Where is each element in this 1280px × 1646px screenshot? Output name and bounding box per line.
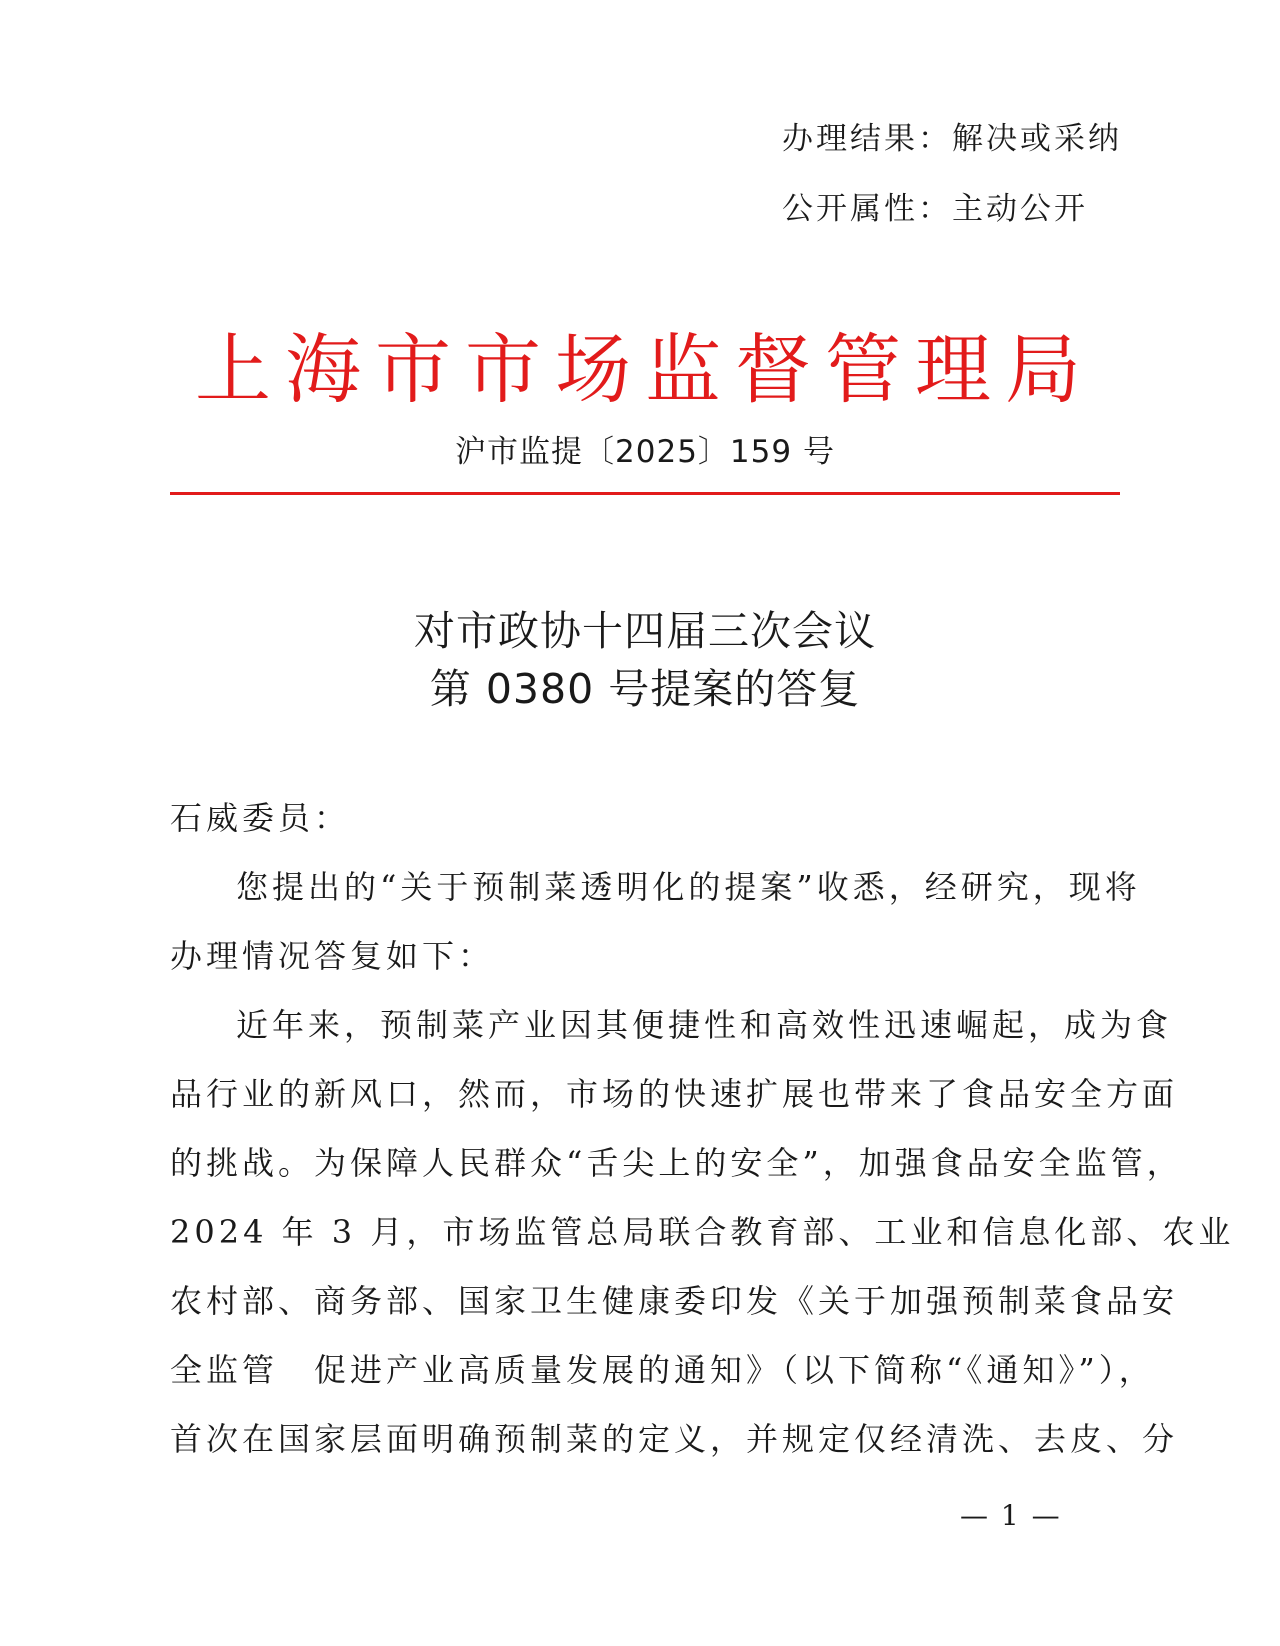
body-text [170, 784, 1235, 1474]
disclosure-attribute: 公开属性：主动公开 [782, 191, 1088, 227]
body-line: 农村部、商务部、国家卫生健康委印发《关于加强预制菜食品安 [170, 1282, 1179, 1320]
body-line: 办理情况答复如下： [170, 937, 495, 975]
salutation: 石威委员： [170, 799, 351, 837]
body-line: 您提出的“关于预制菜透明化的提案”收悉，经研究，现将 [236, 868, 1141, 906]
body-line: 全监管 促进产业高质量发展的通知》（以下简称“《通知》”）， [170, 1351, 1155, 1389]
body-line: 品行业的新风口，然而，市场的快速扩展也带来了食品安全方面 [170, 1075, 1179, 1113]
red-divider-line [170, 492, 1120, 495]
body-line: 首次在国家层面明确预制菜的定义，并规定仅经清洗、去皮、分 [170, 1420, 1179, 1458]
document-title [170, 602, 1120, 718]
document-number: 沪市监提〔2025〕159 号 [455, 434, 835, 470]
body-line: 2024 年 3 月，市场监管总局联合教育部、工业和信息化部、农业 [170, 1213, 1235, 1251]
page-number: — 1 — [960, 1499, 1062, 1532]
body-line: 的挑战。为保障人民群众“舌尖上的安全”，加强食品安全监管， [170, 1144, 1183, 1182]
handling-result: 办理结果：解决或采纳 [782, 121, 1122, 157]
body-line: 近年来，预制菜产业因其便捷性和高效性迅速崛起，成为食 [236, 1006, 1173, 1044]
issuing-organization: 上海市市场监督管理局 [195, 325, 1095, 414]
title-line-2: 第 0380 号提案的答复 [429, 665, 861, 713]
title-line-1: 对市政协十四届三次会议 [414, 607, 876, 655]
meta-block [782, 104, 1202, 244]
